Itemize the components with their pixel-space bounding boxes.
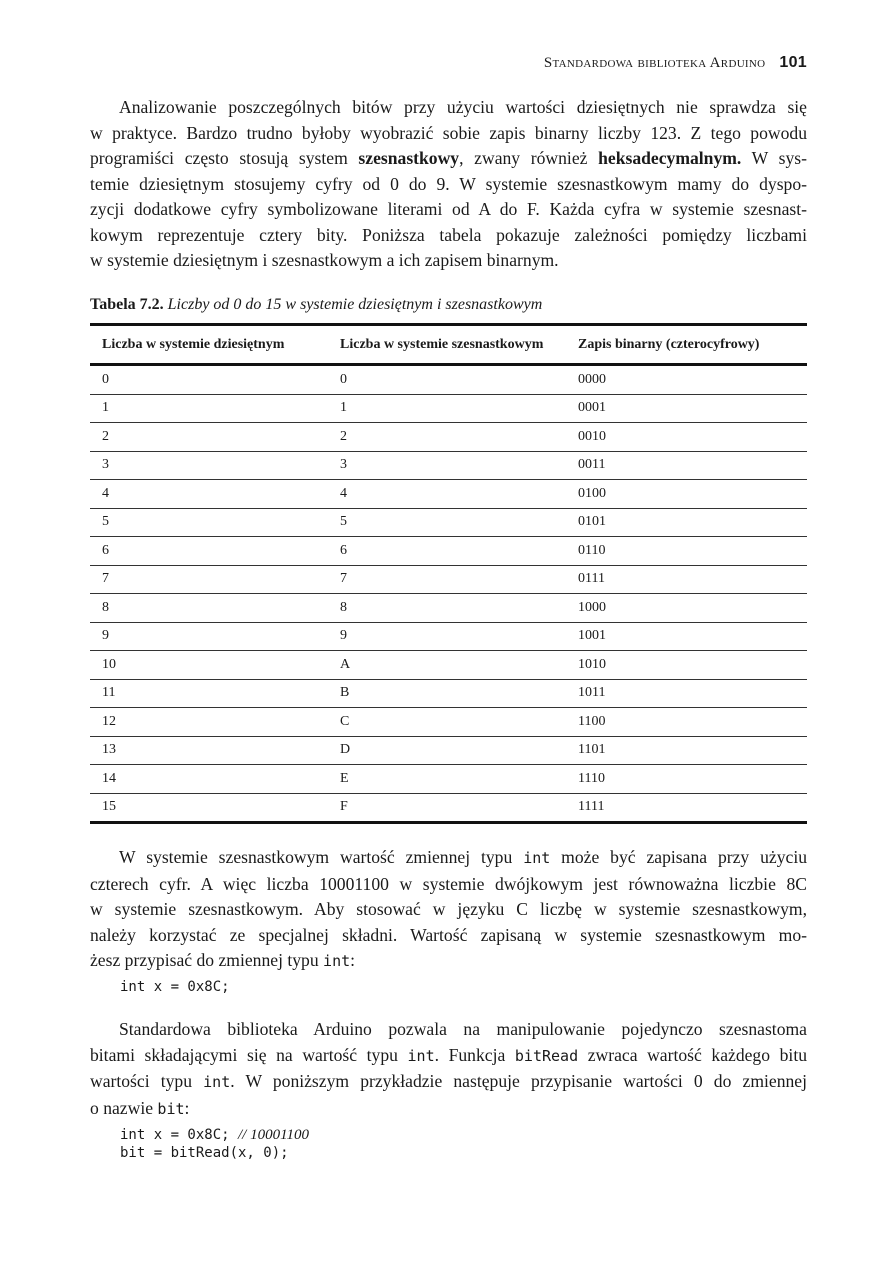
intro-paragraph (90, 95, 807, 274)
hex-cell: A (328, 651, 566, 680)
table-row (90, 365, 807, 395)
binary-cell: 1111 (566, 793, 807, 823)
hex-cell: 6 (328, 537, 566, 566)
hex-cell: D (328, 736, 566, 765)
text-line: W systemie szesnastkowym wartość zmiennej typu int może być zapisana przy użyciu (119, 847, 808, 867)
binary-cell: 1000 (566, 594, 807, 623)
code-line: int x = 0x8C; // 10001100 (120, 1127, 309, 1143)
hex-cell: 8 (328, 594, 566, 623)
text-line: kowym reprezentuje cztery bity. Poniższa tabela pokazuje zależności pomiędzy liczbami (90, 224, 807, 245)
running-title: Standardowa biblioteka Arduino (543, 55, 766, 71)
binary-cell: 0001 (566, 394, 807, 423)
inline-code: bit (157, 1099, 185, 1118)
binary-cell: 0010 (566, 423, 807, 452)
text-line: żesz przypisać do zmiennej typu int: (90, 950, 356, 970)
table-row (90, 793, 807, 823)
bitread-paragraph (90, 1017, 807, 1122)
hex-cell: E (328, 765, 566, 794)
table-row (90, 679, 807, 708)
column-header: Zapis binarny (czterocyfrowy) (566, 325, 807, 365)
decimal-cell: 3 (90, 451, 328, 480)
hex-cell: 7 (328, 565, 566, 594)
decimal-cell: 10 (90, 651, 328, 680)
text-line: o nazwie bit: (90, 1097, 190, 1118)
binary-cell: 1011 (566, 679, 807, 708)
hex-cell: 1 (328, 394, 566, 423)
table-row (90, 594, 807, 623)
binary-cell: 1010 (566, 651, 807, 680)
term-szesnastkowy: szesnastkowy (358, 148, 460, 168)
inline-code: int (407, 1046, 435, 1065)
table-row (90, 423, 807, 452)
decimal-cell: 15 (90, 793, 328, 823)
hex-cell: 5 (328, 508, 566, 537)
table-row (90, 508, 807, 537)
table-row (90, 736, 807, 765)
hex-explanation-paragraph (90, 845, 807, 975)
binary-cell: 0111 (566, 565, 807, 594)
decimal-cell: 0 (90, 365, 328, 395)
table-caption-label: Tabela 7.2. (90, 296, 164, 313)
decimal-cell: 4 (90, 480, 328, 509)
binary-cell: 0101 (566, 508, 807, 537)
hex-cell: 3 (328, 451, 566, 480)
decimal-cell: 5 (90, 508, 328, 537)
text-line: w praktyce. Bardzo trudno byłoby wyobrazić sobie zapis binarny liczby 123. Z tego powodu (90, 122, 807, 143)
binary-cell: 1110 (566, 765, 807, 794)
text-line: Standardowa biblioteka Arduino pozwala na manipulowanie pojedynczo szesnastoma (119, 1019, 807, 1039)
text-line: zycji dodatkowe cyfry symbolizowane literami od A do F. Każda cyfra w systemie szesnast- (90, 199, 807, 219)
hex-cell: 9 (328, 622, 566, 651)
decimal-cell: 8 (90, 594, 328, 623)
table-row (90, 708, 807, 737)
decimal-cell: 9 (90, 622, 328, 651)
code-block-hex: int x = 0x8C; (120, 979, 230, 995)
decimal-cell: 2 (90, 423, 328, 452)
hex-cell: B (328, 679, 566, 708)
table-row (90, 765, 807, 794)
text-line: wartości typu int. W poniższym przykładzie następuje przypisanie wartości 0 do zmiennej (90, 1071, 808, 1091)
table-row (90, 651, 807, 680)
decimal-cell: 11 (90, 679, 328, 708)
binary-cell: 0000 (566, 365, 807, 395)
inline-code: int (523, 849, 551, 867)
binary-cell: 0011 (566, 451, 807, 480)
hex-cell: 2 (328, 423, 566, 452)
table-caption (90, 296, 542, 314)
table-header-row (90, 325, 807, 365)
inline-code: int (203, 1073, 231, 1091)
decimal-cell: 7 (90, 565, 328, 594)
text-line: czterech cyfr. A więc liczba 10001100 w systemie dwójkowym jest równoważna liczbie 8C (90, 873, 807, 894)
text-line: bitami składającymi się na wartość typu int. Funkcja bitRead zwraca wartość każdego bitu (90, 1044, 807, 1065)
binary-cell: 1101 (566, 736, 807, 765)
text-line: należy korzystać ze specjalnej składni. Wartość zapisaną w systemie szesnastkowym mo- (90, 924, 807, 945)
binary-cell: 1001 (566, 622, 807, 651)
table-row (90, 622, 807, 651)
table-row (90, 565, 807, 594)
code-comment: // 10001100 (238, 1127, 309, 1143)
table-row (90, 394, 807, 423)
table-row (90, 480, 807, 509)
hex-cell: F (328, 793, 566, 823)
hex-cell: 0 (328, 365, 566, 395)
decimal-cell: 14 (90, 765, 328, 794)
page-number: 101 (779, 54, 807, 71)
text-line: temie dziesiętnym stosujemy cyfry od 0 do 9. W systemie szesnastkowym mamy do dyspo- (90, 173, 807, 194)
decimal-cell: 12 (90, 708, 328, 737)
text-line: Analizowanie poszczególnych bitów przy użyciu wartości dziesiętnych nie sprawdza się (119, 97, 807, 117)
binary-cell: 1100 (566, 708, 807, 737)
column-header: Liczba w systemie dziesiętnym (90, 325, 328, 365)
table-row (90, 537, 807, 566)
code-block-bitread (120, 1126, 309, 1162)
text-line: w systemie dziesiętnym i szesnastkowym a ich zapisem binarnym. (90, 250, 559, 270)
binary-cell: 0110 (566, 537, 807, 566)
binary-cell: 0100 (566, 480, 807, 509)
inline-code: bitRead (514, 1046, 579, 1065)
inline-code: int (323, 952, 351, 970)
decimal-cell: 13 (90, 736, 328, 765)
hex-cell: C (328, 708, 566, 737)
decimal-cell: 1 (90, 394, 328, 423)
code-line: bit = bitRead(x, 0); (120, 1145, 289, 1161)
term-heksadecymalnym: heksadecymalnym. (598, 148, 742, 168)
page-header (90, 54, 807, 72)
hex-decimal-table (90, 323, 807, 824)
column-header: Liczba w systemie szesnastkowym (328, 325, 566, 365)
table-row (90, 451, 807, 480)
text-line: w systemie szesnastkowym. Aby stosować w języku C liczbę w systemie szesnastkowym, (90, 899, 807, 919)
hex-cell: 4 (328, 480, 566, 509)
decimal-cell: 6 (90, 537, 328, 566)
text-line: programiści często stosują system szesnastkowy, zwany również heksadecymalnym. W sys- (90, 148, 807, 168)
table-caption-text: Liczby od 0 do 15 w systemie dziesiętnym i szesnastkowym (167, 296, 543, 313)
